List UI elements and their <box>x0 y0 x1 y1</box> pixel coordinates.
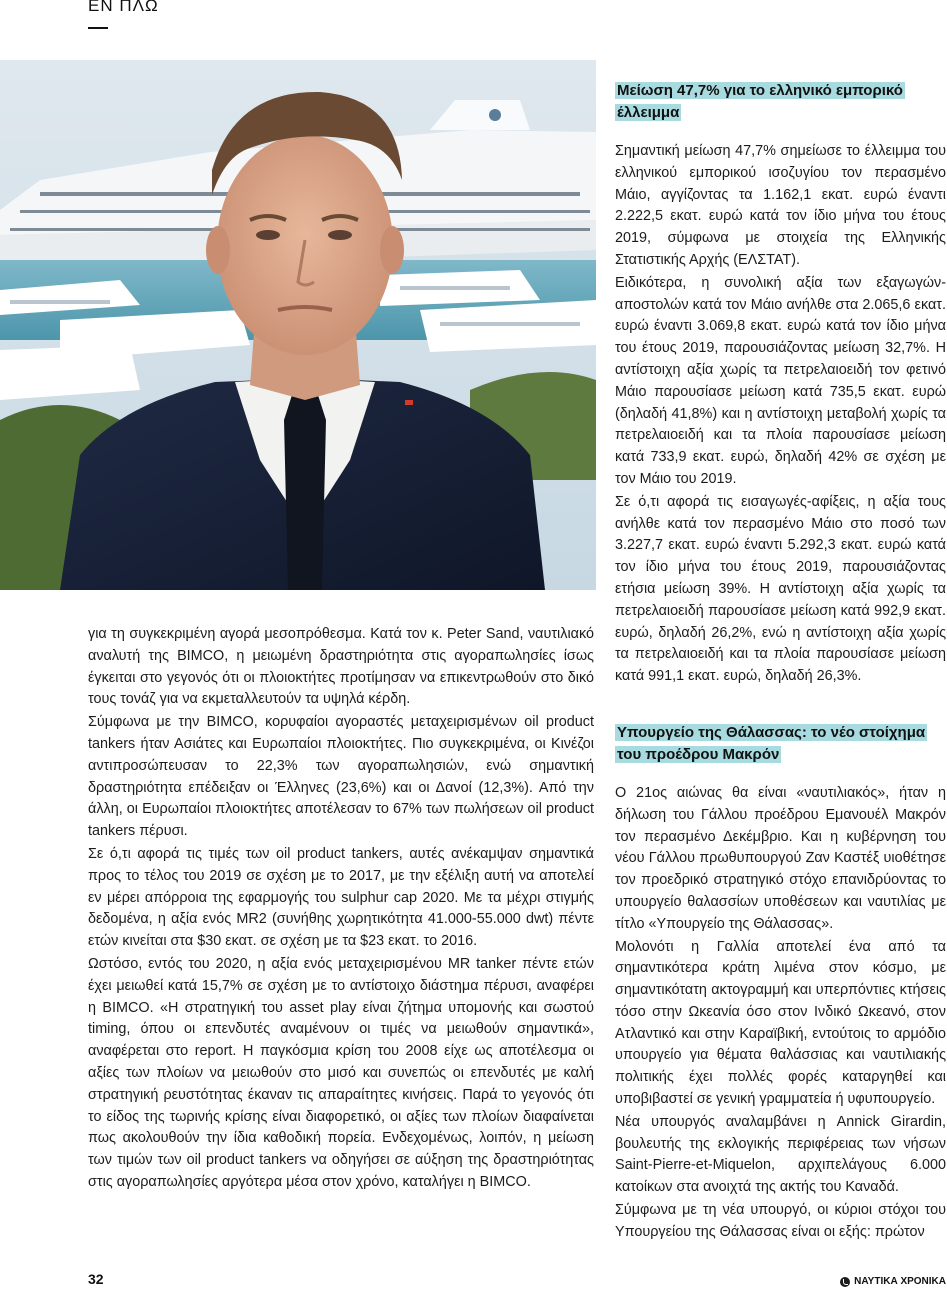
portrait-photo-icon <box>0 60 596 590</box>
section-heading-trade-deficit: Μείωση 47,7% για το ελληνικό εμπορικό έλλειμμα <box>617 82 903 121</box>
section-divider <box>88 27 108 29</box>
article-photo <box>0 60 596 590</box>
left-paragraph-1: για τη συγκεκριμένη αγορά μεσοπρόθεσμα. Κατά τον κ. Peter Sand, ναυτιλιακό αναλυτή της BIMCO, η μειωμένη δραστηριότητα στις αγοραπωλησίες ίσως έγκειται στο γεγονός ότι οι πλοιοκτήτες προτίμησαν να επικεντρωθούν στο δικό τους τονάζ για να εκμεταλλευτούν τα υψηλά κέρδη. <box>88 626 594 708</box>
right-paragraph-6: Νέα υπουργός αναλαμβάνει η Annick Girardin, βουλευτής της εκλογικής περιφέρειας των νήσων Saint-Pierre-et-Miquelon, αρχιπελάγους 6.000 κατοίκων στα ανοιχτά της ακτής του Καναδά. <box>615 1113 946 1196</box>
right-paragraph-3: Σε ό,τι αφορά τις εισαγωγές-αφίξεις, η αξία τους ανήλθε κατά τον περασμένο Μάιο στο ποσό των 3.227,7 εκατ. ευρώ έναντι 5.292,3 εκατ. ευρώ κατά τον ίδιο μήνα του έτους 2019, παρουσιάζοντας ετήσια μείωση 39%. Η αντίστοιχη αξία χωρίς τα πετρελαιοειδή παρουσίασε μείωση κατά 992,9 εκατ. ευρώ, δηλαδή 26,2%, ενώ η αντίστοιχη αξία χωρίς τα πετρελαιοειδή και τα πλοία παρουσίασε μείωση κατά 991,1 εκατ. ευρώ, δηλαδή 26,3%. <box>615 493 946 685</box>
brand-logo-icon <box>840 1277 850 1287</box>
left-paragraph-3: Σε ό,τι αφορά τις τιμές των oil product tankers, αυτές ανέκαμψαν σημαντικά προς το τέλος του 2019 σε σχέση με το 2017, με την εξέλιξη αυτή να αποτελεί εν μέρει απόρροια της εφαρμογής του sulphur cap 2020. Με τα μέχρι στιγμής δεδομένα, η αξία ενός MR2 (συνήθης χωρητικότητα 41.000-55.000 dwt) πέντε ετών κινείται στα $30 εκατ. σε σχέση με τα $23 εκατ. το 2016. <box>88 845 594 950</box>
right-paragraph-5: Μολονότι η Γαλλία αποτελεί ένα από τα σημαντικότερα κράτη λιμένα στον κόσμο, με σημαντικότατη ακτογραμμή και υπερπόντιες κτήσεις τόσο στην Ωκεανία όσο στον Ινδικό Ωκεανό, στον Ατλαντικό και στην Καραϊβική, εντούτοις το αρμόδιο υπουργείο για θέματα θαλάσσιας και ναυτιλιακής πολιτικής έχει πολλές φορές καταργηθεί και υποβιβαστεί σε γενική γραμματεία ή υφυπουργείο. <box>615 938 946 1108</box>
right-paragraph-1: Σημαντική μείωση 47,7% σημείωσε το έλλειμμα του ελληνικού εμπορικού ισοζυγίου τον περασμένο Μάιο, αγγίζοντας τα 1.162,1 εκατ. ευρώ έναντι 2.222,5 εκατ. ευρώ κατά τον ίδιο μήνα του έτους 2019, σύμφωνα με στοιχεία της Ελληνικής Στατιστικής Αρχής (ΕΛΣΤΑΤ). <box>615 143 946 268</box>
right-paragraph-2: Ειδικότερα, η συνολική αξία των εξαγωγών-αποστολών κατά τον Μάιο ανήλθε στα 2.065,6 εκατ. ευρώ έναντι 3.069,8 εκατ. ευρώ κατά τον ίδιο μήνα του έτους 2019, παρουσιάζοντας μείωση 32,7%. Η αντίστοιχη αξία χωρίς τα πετρελαιοειδή τον φετινό Μάιο παρουσίασε μείωση κατά 735,5 εκατ. ευρώ (δηλαδή 41,8%) και η αντίστοιχη μεταβολή χωρίς τα πετρελαιοειδή και τα πλοία παρουσίασε μείωση κατά 733,9 εκατ. ευρώ, δηλαδή 42% σε σχέση με τον Μάιο του 2019. <box>615 274 946 487</box>
left-paragraph-4: Ωστόσο, εντός του 2020, η αξία ενός μεταχειρισμένου MR tanker πέντε ετών έχει μειωθεί κατά 15,7% σε σχέση με το αντίστοιχο διάστημα πέρυσι, αναφέρει η BIMCO. «Η στρατηγική του asset play είναι ζήτημα υπομονής και σωστού timing, όπου οι επενδυτές αναμένουν οι τιμές να μειωθούν σημαντικά», αναφέρεται στο report. Η παγκόσμια κρίση του 2008 είχε ως αποτέλεσμα οι αξίες των πλοίων να μειωθούν στο μισό και συνεπώς οι επενδυτές με καλή στρατηγική ρευστότητας έκαναν τις απαραίτητες κινήσεις. Παρά το γεγονός ότι το είδος της τωρινής κρίσης είναι διαφορετικό, οι αξίες των πλοίων διαφαίνεται πως ακολουθούν την ίδια καθοδική πορεία. Ενδεχομένως, λοιπόν, η μείωση των τιμών των oil product tankers να οδηγήσει σε αύξηση της δραστηριότητας στις αγοραπωλησίες αργότερα μέσα στον χρόνο, καταλήγει η BIMCO. <box>88 955 594 1190</box>
section-label: ΕΝ ΠΛΩ <box>88 0 159 15</box>
section-heading-ministry-sea: Υπουργείο της Θάλασσας: το νέο στοίχημα του προέδρου Μακρόν <box>617 723 926 763</box>
brand-name: ΝΑΥΤΙΚΑ ΧΡΟΝΙΚΑ <box>854 1276 946 1287</box>
right-paragraph-4: Ο 21ος αιώνας θα είναι «ναυτιλιακός», ήταν η δήλωση του Γάλλου προέδρου Εμανουέλ Μακρόν τον περασμένο Δεκέμβριο. Και η κυβέρνηση του νέου Γάλλου πρωθυπουργού Ζαν Καστέξ υιοθέτησε τον προεδρικό στρατηγικό στόχο επανιδρύοντας το υπουργείο θαλασσίων υποθέσεων και ναυτιλίας με τίτλο «Υπουργείο της Θάλασσας». <box>615 784 946 932</box>
page-number: 32 <box>88 1271 104 1287</box>
left-article-column <box>88 624 594 1195</box>
left-paragraph-2: Σύμφωνα με την BIMCO, κορυφαίοι αγοραστές μεταχειρισμένων oil product tankers ήταν Ασιάτες και Ευρωπαίοι πλοιοκτήτες. Πιο συγκεκριμένα, οι Κινέζοι αντιπροσώπευσαν το 22,3% των αγοραπωλησιών, ενώ σημαντική δραστηριότητα επέδειξαν οι Έλληνες (23,6%) και οι Δανοί (12,3%). Από την άλλη, οι Ευρωπαίοι πλοιοκτήτες αποτέλεσαν το 67% των πωλήσεων oil product tankers πέρυσι. <box>88 714 594 840</box>
right-paragraph-7: Σύμφωνα με τη νέα υπουργό, οι κύριοι στόχοι του Υπουργείου της Θάλασσας είναι οι εξής: πρώτον <box>615 1202 946 1240</box>
publication-brand <box>840 1276 946 1287</box>
right-article-column <box>615 80 946 1245</box>
